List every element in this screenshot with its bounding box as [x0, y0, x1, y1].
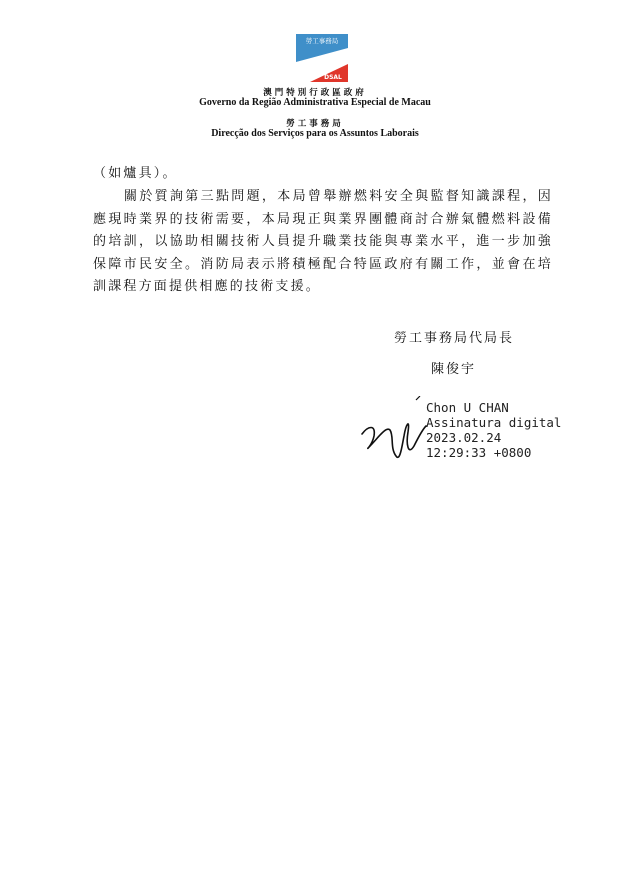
gov-name-pt: Governo da Região Administrativa Especial de Macau	[199, 97, 431, 108]
gov-name-zh: 澳門特別行政區政府	[263, 88, 367, 98]
dept-name-zh: 勞工事務局	[286, 119, 344, 129]
body-fragment: （如爐具）。	[93, 166, 178, 181]
digital-signature-time: 12:29:33 +0800	[426, 445, 532, 460]
signatory-office: 勞工事務局代局長	[394, 331, 515, 346]
dept-name-pt: Direcção dos Serviços para os Assuntos Laborais	[211, 128, 419, 139]
digital-signature-block	[426, 400, 561, 460]
digital-signature-date: 2023.02.24	[426, 430, 502, 445]
svg-text:DSAL: DSAL	[324, 74, 342, 81]
signatory-name: 陳俊宇	[431, 362, 477, 377]
digital-signature-label: Assinatura digital	[426, 415, 562, 430]
dsal-logo	[296, 34, 348, 82]
body-paragraph: 關於質詢第三點問題，本局曾舉辦燃料安全與監督知識課程，因應現時業界的技術需要，本局現正與業界團體商討合辦氣體燃料設備的培訓，以協助相關技術人員提升職業技能與專業水平，進一步加強保障市民安全。消防局表示將積極配合特區政府有關工作，並會在培訓課程方面提供相應的技術支援。	[93, 189, 553, 294]
digital-signer: Chon U CHAN	[426, 400, 509, 415]
svg-text:勞工事務局: 勞工事務局	[305, 37, 339, 45]
handwritten-signature	[356, 396, 436, 466]
